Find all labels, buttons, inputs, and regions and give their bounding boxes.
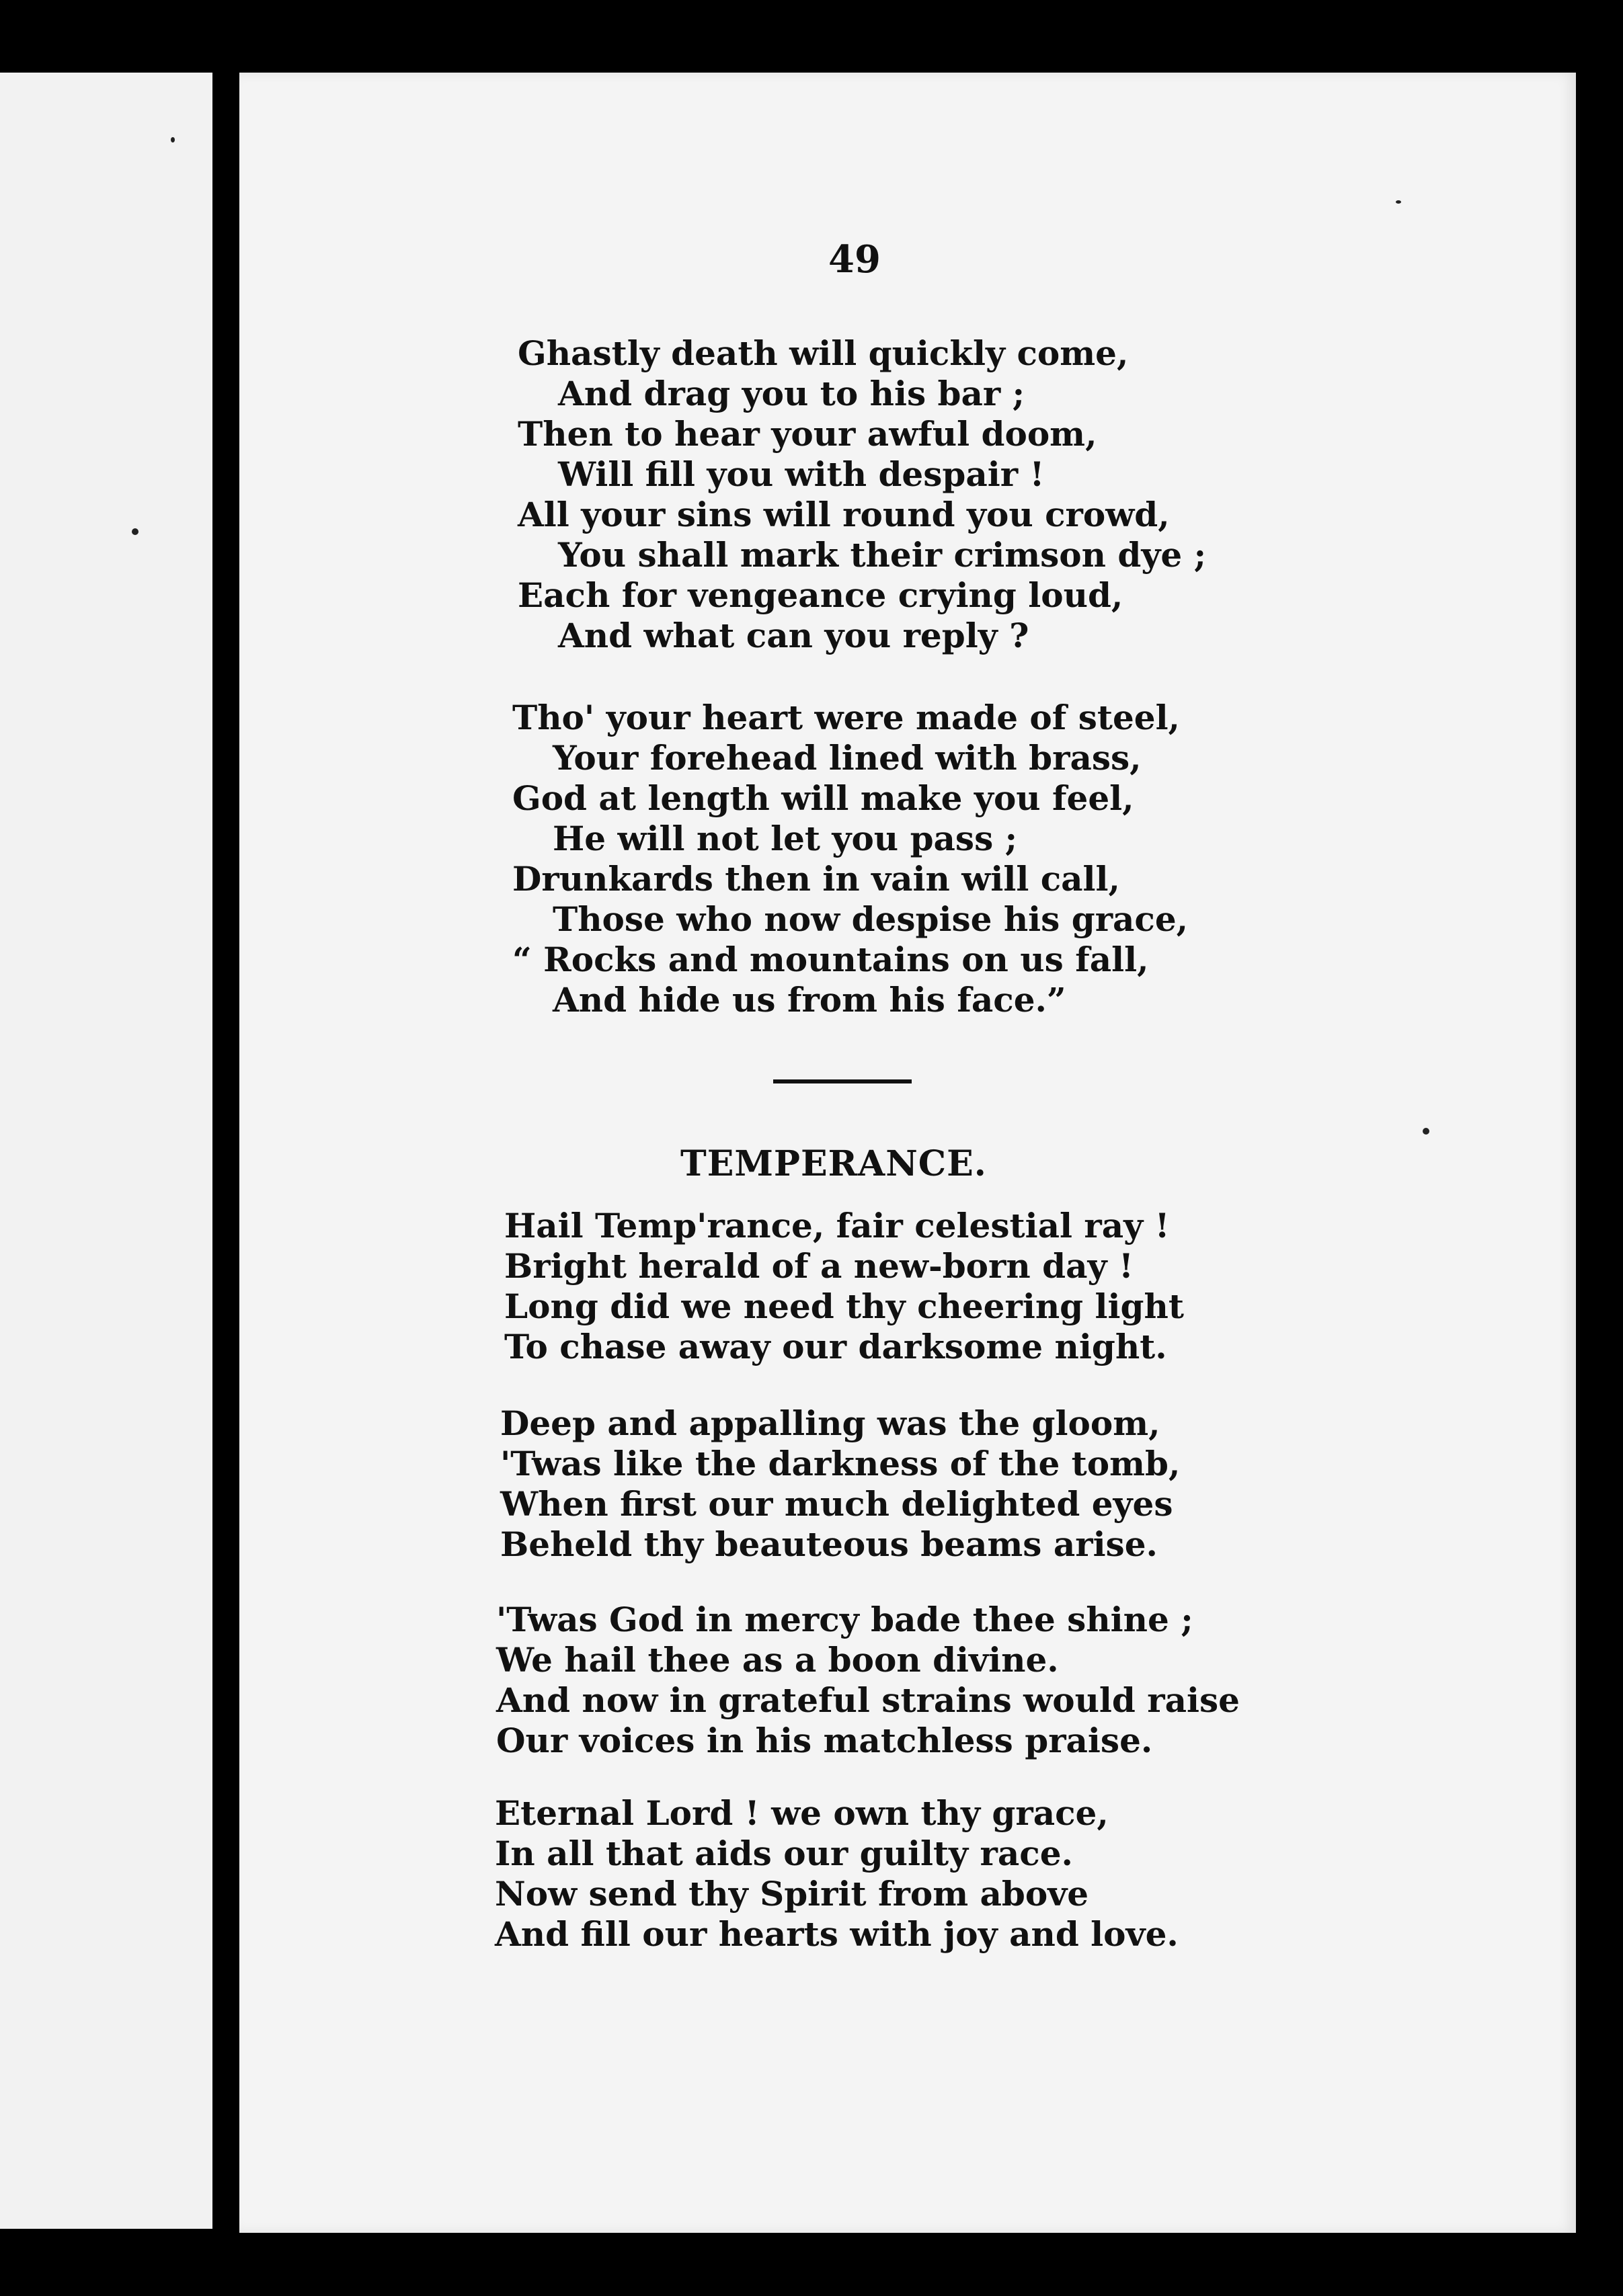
poem-stanza-1 <box>518 333 1206 656</box>
poem-line: All your sins will round you crowd, <box>518 495 1170 534</box>
poem-stanza-2 <box>512 698 1188 1020</box>
section-divider <box>773 1079 912 1083</box>
poem-line: Beheld thy beauteous beams arise. <box>500 1524 1158 1564</box>
poem-line: Then to hear your awful doom, <box>518 414 1097 454</box>
poem-line: In all that aids our guilty race. <box>495 1834 1073 1873</box>
page-number: 49 <box>828 237 881 282</box>
poem-line: Bright herald of a new-born day ! <box>504 1246 1134 1286</box>
poem-line: You shall mark their crimson dye ; <box>558 535 1207 575</box>
poem-line: He will not let you pass ; <box>553 819 1018 858</box>
poem-line: We hail thee as a boon divine. <box>496 1640 1059 1680</box>
poem-line: Eternal Lord ! we own thy grace, <box>495 1793 1109 1833</box>
poem-line: Will fill you with despair ! <box>558 454 1045 494</box>
poem-line: Your forehead lined with brass, <box>553 738 1142 778</box>
temperance-stanza-3 <box>496 1600 1240 1761</box>
poem-line: And now in grateful strains would raise <box>496 1680 1240 1720</box>
ink-speck <box>1423 1128 1429 1135</box>
poem-line: God at length will make you feel, <box>512 778 1134 818</box>
poem-line: And fill our hearts with joy and love. <box>495 1914 1179 1954</box>
poem-line: Deep and appalling was the gloom, <box>500 1403 1160 1443</box>
section-heading: TEMPERANCE. <box>680 1143 987 1184</box>
temperance-stanza-4 <box>495 1793 1179 1955</box>
poem-line: Drunkards then in vain will call, <box>512 859 1120 899</box>
poem-line: Tho' your heart were made of steel, <box>512 698 1180 737</box>
poem-line: “ Rocks and mountains on us fall, <box>512 940 1149 979</box>
poem-line: And what can you reply ? <box>558 616 1029 655</box>
poem-line: 'Twas God in mercy bade thee shine ; <box>496 1600 1193 1639</box>
poem-line: To chase away our darksome night. <box>504 1327 1167 1366</box>
poem-line: Ghastly death will quickly come, <box>518 333 1129 373</box>
poem-line: 'Twas like the darkness of the tomb, <box>500 1444 1181 1483</box>
ink-speck <box>1396 200 1401 204</box>
poem-line: Hail Temp'rance, fair celestial ray ! <box>504 1206 1170 1245</box>
left-page-edge <box>0 73 212 2229</box>
poem-line: And hide us from his face.” <box>553 980 1066 1020</box>
poem-line: Our voices in his matchless praise. <box>496 1721 1153 1760</box>
poem-line: When first our much delighted eyes <box>500 1484 1173 1524</box>
ink-speck <box>132 528 138 535</box>
temperance-stanza-2 <box>500 1403 1180 1565</box>
temperance-stanza-1 <box>504 1206 1184 1367</box>
poem-line: Now send thy Spirit from above <box>495 1874 1089 1914</box>
binding-gutter <box>212 40 239 2258</box>
poem-line: Long did we need thy cheering light <box>504 1286 1184 1326</box>
poem-line: And drag you to his bar ; <box>558 374 1025 413</box>
ink-speck <box>171 137 175 142</box>
poem-line: Those who now despise his grace, <box>553 899 1189 939</box>
poem-line: Each for vengeance crying loud, <box>518 575 1123 615</box>
